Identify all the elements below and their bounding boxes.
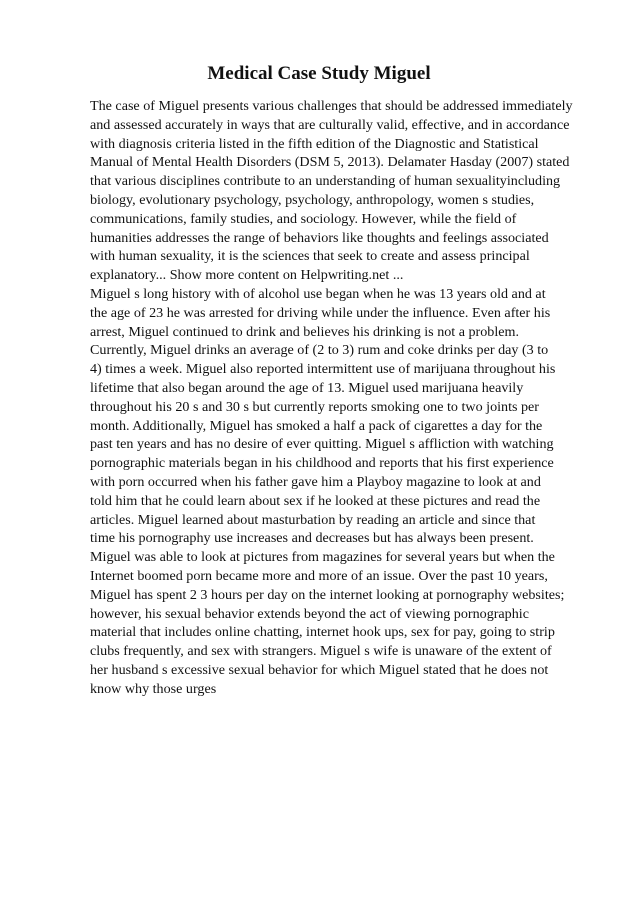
body-line: with porn occurred when his father gave him a Playboy magazine to look at and	[90, 473, 541, 490]
body-line: and assessed accurately in ways that are culturally valid, effective, and in accordance	[90, 116, 570, 133]
body-line: clubs frequently, and sex with strangers. Miguel s wife is unaware of the extent of	[90, 643, 552, 660]
body-line: pornographic materials began in his childhood and reports that his first experience	[90, 455, 554, 472]
body-line: 4) times a week. Miguel also reported intermittent use of marijuana throughout his	[90, 361, 556, 378]
body-line: with diagnosis criteria listed in the fifth edition of the Diagnostic and Statistical	[90, 135, 539, 152]
body-line: however, his sexual behavior extends beyond the act of viewing pornographic	[90, 605, 529, 622]
body-line: biology, evolutionary psychology, psychology, anthropology, women s studies,	[90, 191, 535, 208]
body-line: Currently, Miguel drinks an average of (2 to 3) rum and coke drinks per day (3 to	[90, 342, 549, 359]
body-line: material that includes online chatting, internet hook ups, sex for pay, going to strip	[90, 624, 555, 641]
body-line: with human sexuality, it is the sciences that seek to create and assess principal	[90, 248, 530, 265]
body-line: articles. Miguel learned about masturbation by reading an article and since that	[90, 511, 536, 528]
body-line: explanatory... Show more content on Helpwriting.net ...	[90, 267, 404, 284]
body-line: time his pornography use increases and decreases but has always been present.	[90, 530, 534, 547]
document-title: Medical Case Study Miguel	[207, 63, 431, 84]
body-line: her husband s excessive sexual behavior for which Miguel stated that he does not	[90, 661, 549, 678]
body-line: The case of Miguel presents various challenges that should be addressed immediately	[90, 98, 573, 114]
body-line: Miguel has spent 2 3 hours per day on the internet looking at pornography websites;	[90, 586, 565, 603]
body-line: that various disciplines contribute to an understanding of human sexualityincluding	[90, 173, 561, 190]
body-line: Manual of Mental Health Disorders (DSM 5, 2013). Delamater Hasday (2007) stated	[90, 154, 570, 171]
body-line: Miguel was able to look at pictures from magazines for several years but when the	[90, 549, 555, 566]
body-line: lifetime that also began around the age of 13. Miguel used marijuana heavily	[90, 379, 524, 396]
body-line: told him that he could learn about sex if he looked at these pictures and read the	[90, 492, 541, 509]
body-line: Miguel s long history with of alcohol use began when he was 13 years old and at	[90, 285, 546, 302]
body-line: month. Additionally, Miguel has smoked a half a pack of cigarettes a day for the	[90, 417, 543, 434]
body-line: throughout his 20 s and 30 s but currently reports smoking one to two joints per	[90, 398, 539, 415]
document-body	[90, 97, 600, 699]
body-line: past ten years and has no desire of ever quitting. Miguel s affliction with watching	[90, 436, 554, 453]
body-line: communications, family studies, and sociology. However, while the field of	[90, 210, 517, 227]
body-line: Internet boomed porn became more and more of an issue. Over the past 10 years,	[90, 567, 548, 584]
body-line: humanities addresses the range of behaviors like thoughts and feelings associated	[90, 229, 549, 246]
body-line: the age of 23 he was arrested for driving while under the influence. Even after his	[90, 304, 551, 321]
body-line: arrest, Miguel continued to drink and believes his drinking is not a problem.	[90, 323, 519, 340]
body-line: know why those urges	[90, 680, 217, 697]
